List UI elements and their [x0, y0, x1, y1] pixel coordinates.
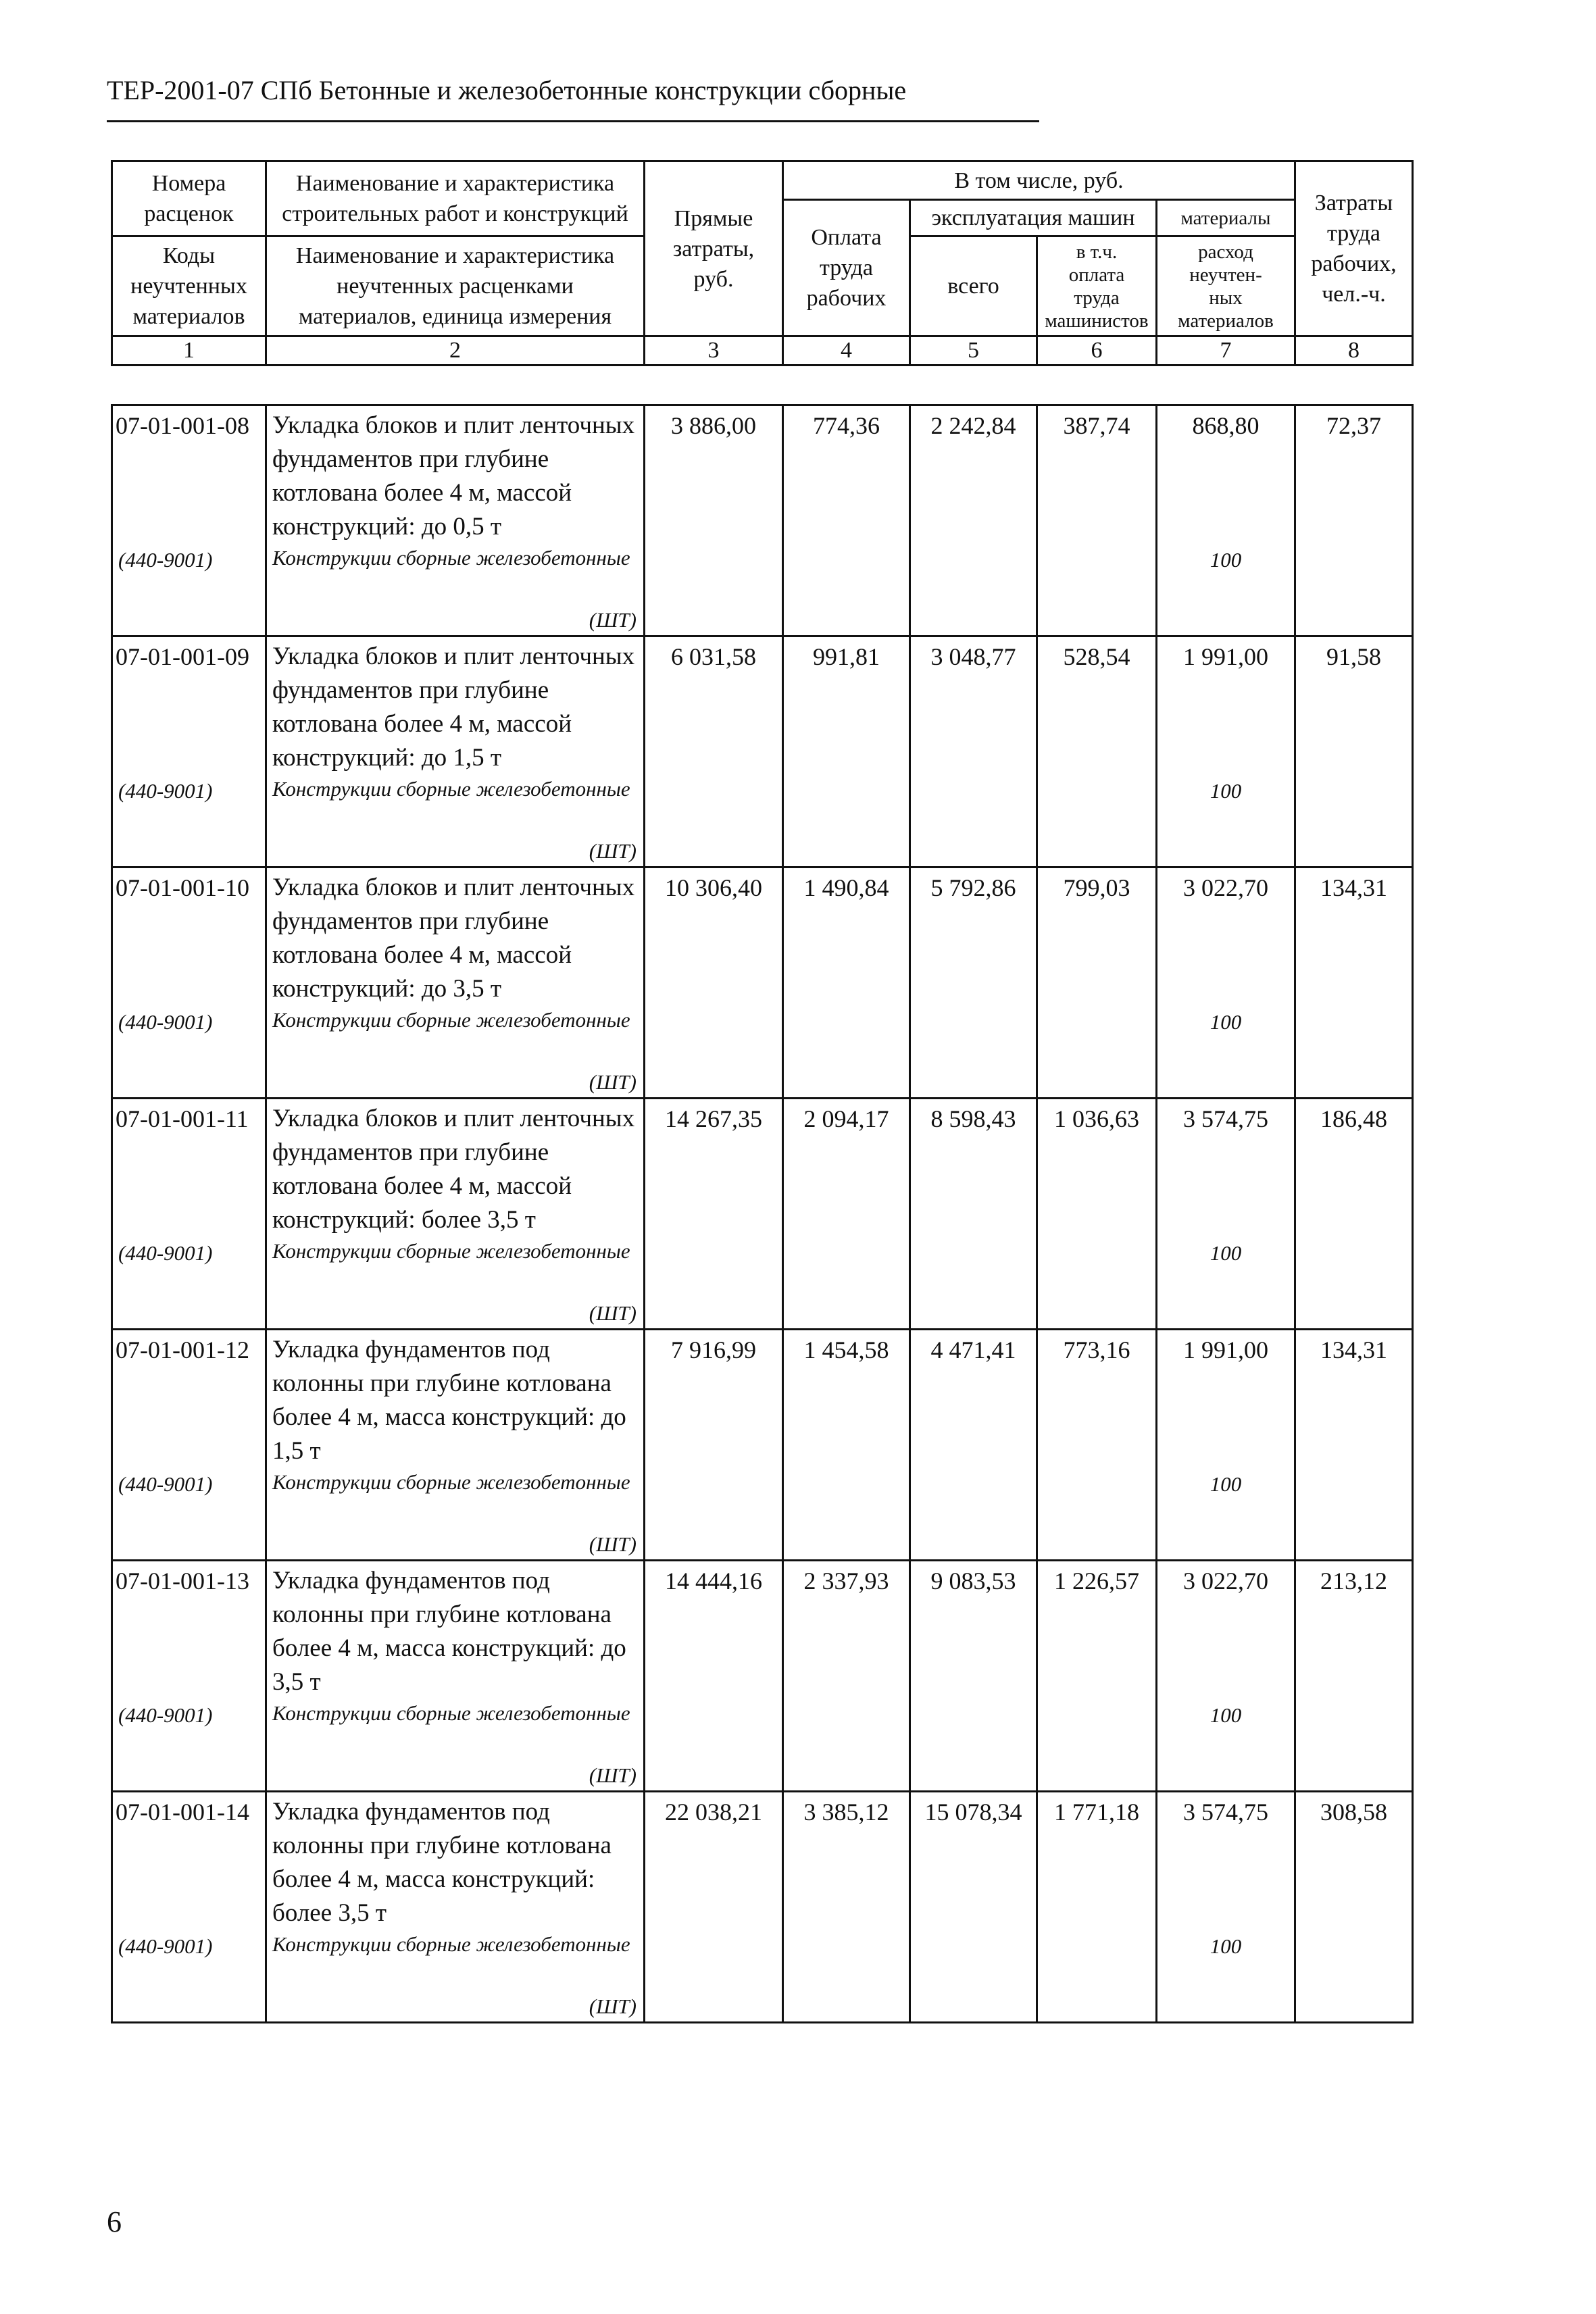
material-name: Конструкции сборные железобетонные [272, 1470, 630, 1494]
material-name: Конструкции сборные железобетонные [272, 1008, 630, 1032]
direct-costs: 7 916,99 [645, 1330, 783, 1561]
work-name: Укладка блоков и плит ленточных фундаментов при глубине котлована более 4 м, массой конструкций: до 1,5 т [272, 643, 635, 772]
unit-label: (ШТ) [589, 1070, 637, 1094]
work-name: Укладка фундаментов под колонны при глубине котлована более 4 м, масса конструкций: до 3,5 т [272, 1567, 626, 1696]
unit-label: (ШТ) [589, 1532, 637, 1556]
column-number: 8 [1295, 336, 1413, 366]
rate-code-cell [112, 1099, 266, 1330]
header-direct-costs: Прямые затраты, руб. [645, 161, 783, 336]
machinists-pay: 528,54 [1037, 636, 1157, 867]
material-rate: 100 [1210, 548, 1242, 572]
material-rate: 100 [1210, 1010, 1242, 1034]
material-name: Конструкции сборные железобетонные [272, 777, 630, 801]
header-material-names: Наименование и характеристика неучтенных расценками материалов, единица измерения [266, 236, 645, 336]
rate-code: 07-01-001-13 [116, 1567, 249, 1594]
rate-code: 07-01-001-14 [116, 1799, 249, 1826]
header-material-codes: Коды неучтенных материалов [112, 236, 266, 336]
labor-pay: 1 490,84 [783, 867, 910, 1099]
labor-pay: 991,81 [783, 636, 910, 867]
materials-cell [1157, 1330, 1295, 1561]
material-rate: 100 [1210, 779, 1242, 803]
work-name-cell [266, 1330, 645, 1561]
machines-total: 15 078,34 [910, 1792, 1037, 2023]
machines-total: 2 242,84 [910, 405, 1037, 636]
document-header-title: ТЕР-2001-07 СПб Бетонные и железобетонные конструкции сборные [107, 75, 907, 105]
header-work-name: Наименование и характеристика строительных работ и конструкций [266, 161, 645, 236]
table-row [112, 1099, 1413, 1330]
labor-hours: 91,58 [1295, 636, 1413, 867]
machinists-pay: 1 226,57 [1037, 1561, 1157, 1792]
material-rate: 100 [1210, 1472, 1242, 1496]
machines-total: 4 471,41 [910, 1330, 1037, 1561]
column-number: 4 [783, 336, 910, 366]
machinists-pay: 799,03 [1037, 867, 1157, 1099]
materials-cell [1157, 1099, 1295, 1330]
unit-label: (ШТ) [589, 839, 637, 863]
rate-code: 07-01-001-09 [116, 643, 249, 670]
machinists-pay: 1 036,63 [1037, 1099, 1157, 1330]
direct-costs: 6 031,58 [645, 636, 783, 867]
unit-label: (ШТ) [589, 1994, 637, 2018]
table-row [112, 405, 1413, 636]
column-number: 1 [112, 336, 266, 366]
machines-total: 5 792,86 [910, 867, 1037, 1099]
machinists-pay: 387,74 [1037, 405, 1157, 636]
material-code: (440-9001) [118, 548, 213, 572]
direct-costs: 14 444,16 [645, 1561, 783, 1792]
machinists-pay: 1 771,18 [1037, 1792, 1157, 2023]
materials-cell [1157, 867, 1295, 1099]
header-labor-hours: Затраты труда рабочих, чел.-ч. [1295, 161, 1413, 336]
material-code: (440-9001) [118, 779, 213, 803]
column-number: 3 [645, 336, 783, 366]
header-rule [107, 120, 1039, 122]
column-number: 5 [910, 336, 1037, 366]
table-row [112, 1561, 1413, 1792]
machines-total: 3 048,77 [910, 636, 1037, 867]
header-machines: эксплуатация машин [910, 200, 1157, 236]
rate-code: 07-01-001-11 [116, 1105, 249, 1132]
labor-hours: 134,31 [1295, 1330, 1413, 1561]
work-name-cell [266, 1099, 645, 1330]
material-name: Конструкции сборные железобетонные [272, 1239, 630, 1263]
rate-code-cell [112, 405, 266, 636]
material-code: (440-9001) [118, 1934, 213, 1958]
unit-label: (ШТ) [589, 1301, 637, 1325]
rate-code-cell [112, 867, 266, 1099]
material-code: (440-9001) [118, 1010, 213, 1034]
header-machines-total: всего [910, 236, 1037, 336]
material-code: (440-9001) [118, 1472, 213, 1496]
work-name: Укладка фундаментов под колонны при глубине котлована более 4 м, масса конструкций: более 3,5 т [272, 1798, 612, 1927]
materials-cost: 3 574,75 [1183, 1105, 1268, 1132]
materials-cost: 868,80 [1192, 412, 1260, 439]
materials-cell [1157, 1561, 1295, 1792]
labor-pay: 1 454,58 [783, 1330, 910, 1561]
material-code: (440-9001) [118, 1241, 213, 1265]
machines-total: 9 083,53 [910, 1561, 1037, 1792]
direct-costs: 14 267,35 [645, 1099, 783, 1330]
header-machinists-pay: в т.ч. оплата труда машинистов [1037, 236, 1157, 336]
labor-hours: 213,12 [1295, 1561, 1413, 1792]
materials-cost: 3 022,70 [1183, 874, 1268, 901]
column-number: 6 [1037, 336, 1157, 366]
unit-label: (ШТ) [589, 608, 637, 632]
direct-costs: 10 306,40 [645, 867, 783, 1099]
header-group-including: В том числе, руб. [783, 161, 1295, 200]
work-name-cell [266, 405, 645, 636]
labor-pay: 774,36 [783, 405, 910, 636]
price-table-body [111, 404, 1414, 2023]
table-row [112, 636, 1413, 867]
table-row [112, 867, 1413, 1099]
material-rate: 100 [1210, 1703, 1242, 1727]
labor-pay: 2 094,17 [783, 1099, 910, 1330]
rate-code-cell [112, 1561, 266, 1792]
rate-code: 07-01-001-10 [116, 874, 249, 901]
labor-hours: 134,31 [1295, 867, 1413, 1099]
materials-cell [1157, 636, 1295, 867]
rate-code: 07-01-001-12 [116, 1336, 249, 1363]
price-table-header [111, 160, 1414, 366]
table-row [112, 1792, 1413, 2023]
machines-total: 8 598,43 [910, 1099, 1037, 1330]
labor-pay: 2 337,93 [783, 1561, 910, 1792]
materials-cost: 3 022,70 [1183, 1567, 1268, 1594]
header-unaccounted-materials: расход неучтен- ных материалов [1157, 236, 1295, 336]
table-row [112, 1330, 1413, 1561]
material-rate: 100 [1210, 1241, 1242, 1265]
labor-hours: 72,37 [1295, 405, 1413, 636]
material-rate: 100 [1210, 1934, 1242, 1958]
labor-hours: 308,58 [1295, 1792, 1413, 2023]
page-number: 6 [107, 2205, 122, 2238]
rate-code: 07-01-001-08 [116, 412, 249, 439]
labor-pay: 3 385,12 [783, 1792, 910, 2023]
column-number: 7 [1157, 336, 1295, 366]
material-code: (440-9001) [118, 1703, 213, 1727]
material-name: Конструкции сборные железобетонные [272, 546, 630, 570]
materials-cell [1157, 405, 1295, 636]
materials-cost: 1 991,00 [1183, 1336, 1268, 1363]
material-name: Конструкции сборные железобетонные [272, 1932, 630, 1956]
rate-code-cell [112, 636, 266, 867]
header-labor-pay: Оплата труда рабочих [783, 200, 910, 336]
header-materials: материалы [1157, 200, 1295, 236]
material-name: Конструкции сборные железобетонные [272, 1701, 630, 1725]
header-rate-numbers: Номера расценок [112, 161, 266, 236]
work-name-cell [266, 1561, 645, 1792]
rate-code-cell [112, 1330, 266, 1561]
materials-cost: 3 574,75 [1183, 1799, 1268, 1826]
unit-label: (ШТ) [589, 1763, 637, 1787]
labor-hours: 186,48 [1295, 1099, 1413, 1330]
machinists-pay: 773,16 [1037, 1330, 1157, 1561]
direct-costs: 22 038,21 [645, 1792, 783, 2023]
materials-cell [1157, 1792, 1295, 2023]
work-name: Укладка блоков и плит ленточных фундаментов при глубине котлована более 4 м, массой конструкций: более 3,5 т [272, 1105, 635, 1234]
work-name: Укладка блоков и плит ленточных фундаментов при глубине котлована более 4 м, массой конструкций: до 0,5 т [272, 411, 635, 540]
direct-costs: 3 886,00 [645, 405, 783, 636]
work-name-cell [266, 636, 645, 867]
materials-cost: 1 991,00 [1183, 643, 1268, 670]
rate-code-cell [112, 1792, 266, 2023]
work-name: Укладка фундаментов под колонны при глубине котлована более 4 м, масса конструкций: до 1,5 т [272, 1336, 626, 1465]
column-number: 2 [266, 336, 645, 366]
work-name-cell [266, 867, 645, 1099]
work-name: Укладка блоков и плит ленточных фундаментов при глубине котлована более 4 м, массой конструкций: до 3,5 т [272, 874, 635, 1003]
work-name-cell [266, 1792, 645, 2023]
